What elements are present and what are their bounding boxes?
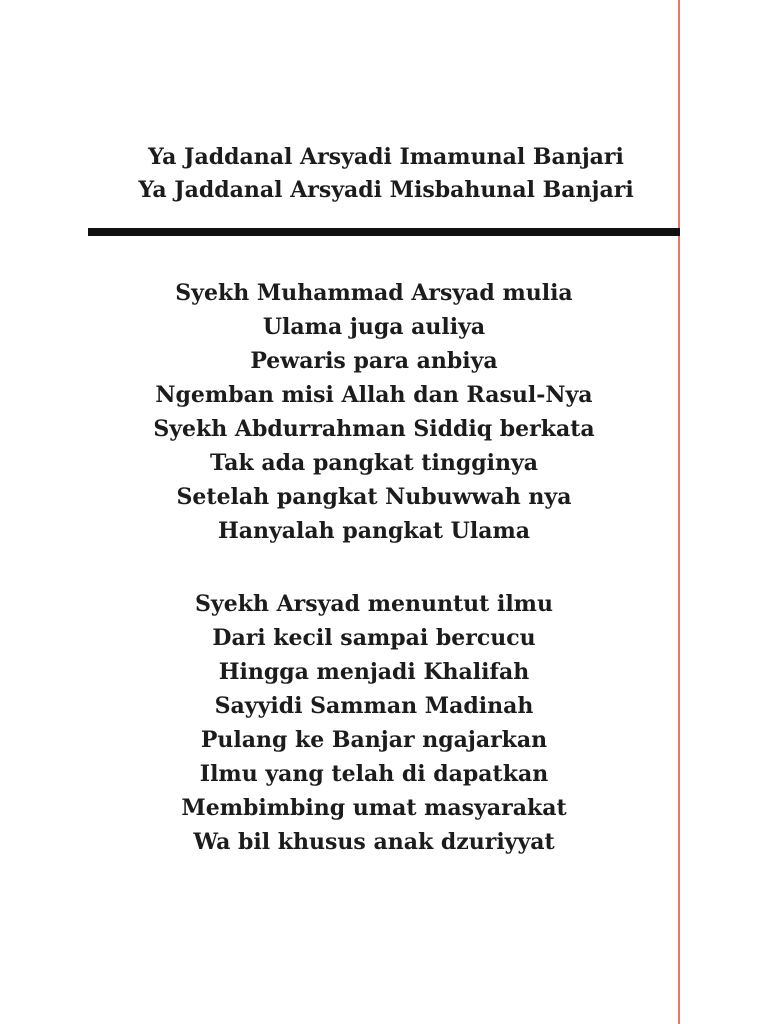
verse-line: Hanyalah pangkat Ulama xyxy=(217,518,530,544)
verse-line: Ilmu yang telah di dapatkan xyxy=(199,761,549,787)
verse-line: Ulama juga auliya xyxy=(262,314,486,340)
verse-line: Tak ada pangkat tingginya xyxy=(210,450,538,476)
verse-line: Setelah pangkat Nubuwwah nya xyxy=(176,484,572,510)
verse-line: Ngemban misi Allah dan Rasul-Nya xyxy=(155,382,593,408)
stanza-1 xyxy=(90,276,658,548)
verse-line: Sayyidi Samman Madinah xyxy=(214,693,534,719)
verse-line: Membimbing umat masyarakat xyxy=(181,795,567,821)
chorus-line: Ya Jaddanal Arsyadi Misbahunal Banjari xyxy=(138,177,634,203)
verse-line: Hingga menjadi Khalifah xyxy=(218,659,530,685)
verse-line: Wa bil khusus anak dzuriyyat xyxy=(193,829,555,855)
verse-line: Syekh Muhammad Arsyad mulia xyxy=(175,280,573,306)
horizontal-rule xyxy=(88,228,680,236)
verse-line: Dari kecil sampai bercucu xyxy=(212,625,536,651)
verse-line: Syekh Abdurrahman Siddiq berkata xyxy=(153,416,595,442)
verse-line: Pewaris para anbiya xyxy=(250,348,498,374)
chorus-line: Ya Jaddanal Arsyadi Imamunal Banjari xyxy=(148,144,624,170)
chorus-heading xyxy=(90,141,682,207)
verse-line: Pulang ke Banjar ngajarkan xyxy=(200,727,548,753)
verse-line: Syekh Arsyad menuntut ilmu xyxy=(195,591,553,617)
stanza-2 xyxy=(90,587,658,859)
